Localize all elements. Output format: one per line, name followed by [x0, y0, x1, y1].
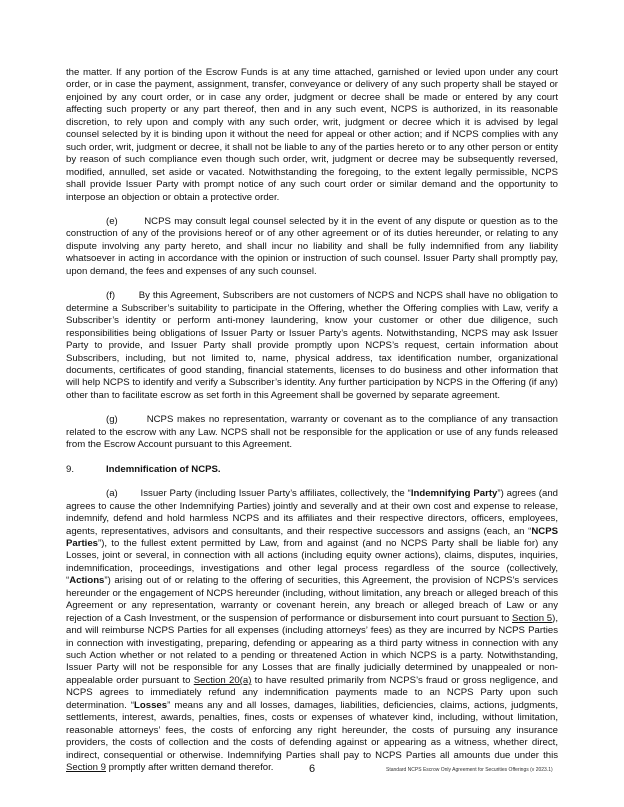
- section-reference: Section 20(a): [193, 674, 252, 686]
- text-run: ” means any and all losses, damages, liabilities, deficiencies, claims, actions, judgments, settlements, interest, awards, penalties, fines, costs or expenses of whatever kind, including, without limitation, reasonable attorneys’ fees, the costs of enforcing any right hereunder, the costs of pursuing any insurance providers, the costs of collection and the costs of defending against or appearing as a witness, whether direct, indirect, consequential or otherwise. Indemnifying Parties shall pay to NCPS Parties all amounts due under this: [66, 699, 559, 761]
- section-9-heading: [66, 464, 558, 476]
- section-number: 9.: [66, 463, 75, 475]
- paragraph-9a: [66, 488, 558, 774]
- defined-term: Losses: [134, 699, 168, 711]
- section-reference: Section 9: [66, 762, 107, 774]
- text-run: promptly after written demand therefor.: [106, 762, 274, 774]
- footer-note: Standard NCPS Escrow Only Agreement for Securities Offerings (v 2023.1): [386, 767, 553, 773]
- text-run: ”) agrees (and agrees to cause the other Indemnifying Parties) jointly and severally and at their own cost and expense to release, indemnify, defend and hold harmless NCPS and its affiliates and their respective directors, officers, employees, agents, representatives, advisors and consultants, and their respective successors and assigns (each, an “: [66, 488, 559, 537]
- text-run: (a) Issuer Party (including Issuer Party’s affiliates, collectively, the “: [106, 488, 411, 500]
- text-run: ), and will reimburse NCPS Parties for all expenses (including attorneys’ fees) as they are incurred by NCPS Parties in connection with investigating, preparing, defending or appearing as a third party witness in connection with any such Action whether or not related to a pending or threatened Action in which NCPS is a party. Notwithstanding, Issuer Party will not be responsible for any Losses that are finally judicially determined by unappealed or non-appealable order pursuant to: [66, 612, 558, 686]
- text-run: ”) arising out of or relating to the offering of securities, this Agreement, the provision of NCPS’s services hereunder or the engagement of NCPS hereunder (including, without limitation, any breach or alleged breach of this Agreement or any representation, warranty or covenant herein, any breach or alleged breach of Law or any rejection of a Cash Investment, or the suspension of performance or disbursement into court pursuant to: [66, 575, 558, 624]
- defined-term: Indemnifying Party: [410, 488, 498, 500]
- document-body: [66, 67, 558, 775]
- text-run: to have resulted primarily from NCPS’s fraud or gross negligence, and NCPS agrees to immediately refund any indemnification payments made to an NCPS Party upon such determination. “: [66, 674, 559, 711]
- page-number: 6: [308, 763, 316, 775]
- defined-term: NCPS Parties: [66, 525, 558, 549]
- paragraph-g: (g) NCPS makes no representation, warranty or covenant as to the compliance of any transaction related to the escrow with any Law. NCPS shall not be responsible for the application or use of any funds released from the Escrow Account pursuant to this Agreement.: [66, 414, 558, 451]
- paragraph-f: (f) By this Agreement, Subscribers are not customers of NCPS and NCPS shall have no obligation to determine a Subscriber’s suitability to participate in the Offering, whether the Offering complies with Law, verify a Subscriber’s identity or perform anti-money laundering, know your customer or other due diligence, such responsibilities being obligations of Issuer Party or Issuer Party’s agents. Notwithstanding, NCPS may ask Issuer Party to provide, and Issuer Party shall provide promptly upon NCPS’s request, certain information about Subscribers, including, but not limited to, name, physical address, tax identification number, organizational documents, certificates of good standing, financial statements, licenses to do business and other information that will help NCPS to identify and verify a Subscriber’s identity. Any further participation by NCPS in the Offering (if any) other than to facilitate escrow as set forth in this Agreement shall be governed by separate agreement.: [66, 290, 558, 401]
- defined-term: Actions: [69, 575, 105, 587]
- section-title: Indemnification of NCPS.: [106, 463, 221, 475]
- text-run: ”), to the fullest extent permitted by Law, from and against (and no NCPS Party shall be liable for) any Losses, joint or several, in connection with all actions (including equity owner actions), claims, disputes, inquiries, indemnification, proceedings, investigations and other legal process regardless of the source (collectively, “: [66, 537, 558, 587]
- section-reference: Section 5: [512, 612, 553, 624]
- paragraph-continued: the matter. If any portion of the Escrow Funds is at any time attached, garnished or levied upon under any court order, or in case the payment, assignment, transfer, conveyance or delivery of any such property shall be stayed or enjoined by any court order, or in case any order, judgment or decree shall be made or entered by any court affecting such property or any part thereof, then and in any such event, NCPS is authorized, in its reasonable discretion, to rely upon and comply with any such order, writ, judgment or decree which it is advised by legal counsel selected by it is binding upon it without the need for appeal or other action; and if NCPS complies with any such order, writ, judgment or decree, it shall not be liable to any of the parties hereto or to any other person or entity by reason of such compliance even though such order, writ, judgment or decree may be subsequently reversed, modified, annulled, set aside or vacated. Notwithstanding the foregoing, to the extent legally permissible, NCPS shall provide Issuer Party with prompt notice of any such court order or similar demand and the opportunity to interpose an objection or obtain a protective order.: [66, 67, 558, 203]
- paragraph-e: (e) NCPS may consult legal counsel selected by it in the event of any dispute or question as to the construction of any of the provisions hereof or of any other agreement or of its duties hereunder, or relating to any dispute involving any party hereto, and shall incur no liability and shall be fully indemnified from any liability whatsoever in acting in accordance with the opinion or instruction of such counsel. Issuer Party shall promptly pay, upon demand, the fees and expenses of any such counsel.: [66, 215, 558, 277]
